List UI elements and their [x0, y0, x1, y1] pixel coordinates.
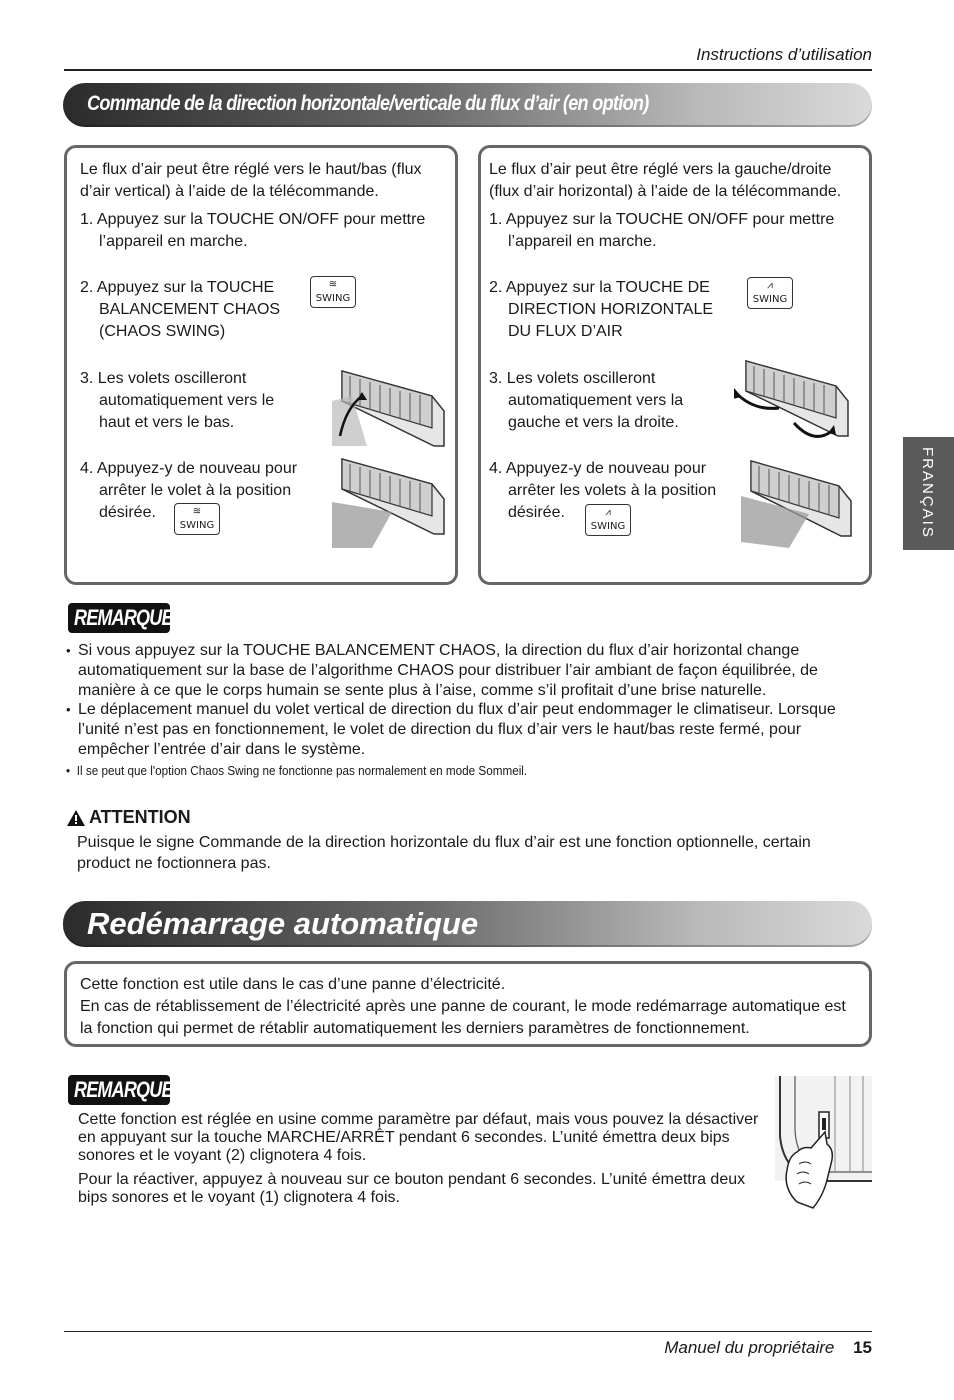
- remarque-bullet-manual-vane: • Le déplacement manuel du volet vertical de direction du flux d’air peut endommager le climatiseur. Lorsque l’unité n’est pas en fonctionnement, le volet de direction du flux d’air vers le haut/bas reste fermé, pour empêcher l’entrée d’air dans le système.: [66, 700, 856, 760]
- auto-restart-line1: Cette fonction est utile dans le cas d’une panne d’électricité.: [80, 976, 506, 993]
- horizontal-step4-line2: arrêter les volets à la position: [508, 482, 717, 499]
- section-title-airflow: Commande de la direction horizontale/verticale du flux d’air (en option): [87, 92, 649, 115]
- swing-arrows-icon: ≋: [192, 506, 202, 517]
- attention-body: Puisque le signe Commande de la direction horizontale du flux d’air est une fonction optionnelle, certain product ne foctionnera pas.: [77, 834, 811, 872]
- horizontal-step2-line3: DU FLUX D’AIR: [508, 323, 623, 340]
- language-tab-label: FRANÇAIS: [919, 447, 936, 539]
- vertical-step1-line1: 1. Appuyez sur la TOUCHE ON/OFF pour mettre: [80, 211, 426, 228]
- horizontal-step3-line3: gauche et vers la droite.: [508, 414, 679, 431]
- vertical-step4-line3: désirée.: [99, 504, 156, 521]
- horizontal-airflow-panel: [478, 145, 872, 585]
- horizontal-step4-line3: désirée.: [508, 504, 565, 521]
- section-banner-airflow: [63, 83, 872, 127]
- remarque2-paragraph2: Pour la réactiver, appuyez à nouveau sur ce bouton pendant 6 secondes. L’unité émettra deux bips sonores et le voyant (1) clignotera 4 fois.: [78, 1171, 746, 1206]
- air-conditioner-horizontal-stop-illustration: [739, 456, 859, 552]
- horizontal-intro-line2: (flux d’air horizontal) à l’aide de la télécommande.: [489, 183, 842, 200]
- remarque2-paragraph1: Cette fonction est réglée en usine comme paramètre par défaut, mais vous pouvez la désactiver en appuyant sur la touche MARCHE/ARRÊT pendant 6 secondes. L’unité émettra deux bips sonores et le voyant (2) clignotera 4 fois.: [78, 1111, 759, 1164]
- auto-restart-line2: En cas de rétablissement de l’électricité après une panne de courant, le mode redémarrage automatique est la fonction qui permet de rétablir automatiquement les derniers paramètres de fonctionnement.: [80, 998, 846, 1037]
- horizontal-step3-line2: automatiquement vers la: [508, 392, 684, 409]
- page-number: 15: [853, 1338, 872, 1357]
- chaos-swing-button: [310, 276, 356, 308]
- hand-pressing-button-illustration: [775, 1076, 872, 1211]
- air-conditioner-vertical-stop-illustration: [332, 454, 452, 550]
- header-divider: [64, 69, 872, 71]
- air-conditioner-horizontal-swing-illustration: [734, 353, 859, 449]
- vertical-step3-line1: 3. Les volets oscilleront: [80, 370, 247, 387]
- chaos-swing-button-stop: [174, 503, 220, 535]
- horizontal-step2-line2: DIRECTION HORIZONTALE: [508, 301, 714, 318]
- swing-fan-icon: ⩘: [767, 280, 773, 291]
- vertical-intro-line1: Le flux d’air peut être réglé vers le haut/bas (flux: [80, 161, 422, 178]
- swing-fan-icon: ⩘: [605, 507, 611, 518]
- attention-title: ATTENTION: [89, 807, 191, 827]
- vertical-step4-line1: 4. Appuyez-y de nouveau pour: [80, 460, 298, 477]
- vertical-airflow-panel: [64, 145, 458, 585]
- section-title-auto-restart: Redémarrage automatique: [87, 906, 479, 941]
- vertical-step4-line2: arrêter le volet à la position: [99, 482, 292, 499]
- remarque-bullet-sleep-mode: • Il se peut que l'option Chaos Swing ne fonctionne pas normalement en mode Sommeil.: [66, 761, 876, 781]
- footer-divider: [64, 1331, 872, 1332]
- vertical-step3-line3: haut et vers le bas.: [99, 414, 235, 431]
- remarque-label: REMARQUE: [74, 1077, 173, 1102]
- remarque-label: REMARQUE: [74, 605, 173, 630]
- vertical-step1-line2: l’appareil en marche.: [99, 233, 248, 250]
- swing-button-label: SWING: [179, 520, 215, 531]
- air-conditioner-vertical-swing-illustration: [332, 356, 452, 448]
- auto-restart-text: [80, 974, 862, 1040]
- warning-icon: [66, 809, 86, 827]
- language-side-tab: [903, 437, 954, 550]
- swing-button-label: SWING: [590, 521, 626, 532]
- vertical-step2-line3: (CHAOS SWING): [99, 323, 226, 340]
- horizontal-step2-line1: 2. Appuyez sur la TOUCHE DE: [489, 279, 710, 296]
- header-title: Instructions d’utilisation: [696, 45, 872, 64]
- remarque-bullet-chaos: • Si vous appuyez sur la TOUCHE BALANCEMENT CHAOS, la direction du flux d’air horizontal change automatiquement sur la base de l’algorithme CHAOS pour distribuer l’air ambiant de façon équilibrée, de manière à ce que le corps humain se sente plus à l’aise, comme s’il profitait d’une brise naturelle.: [66, 641, 856, 701]
- vertical-step3-line2: automatiquement vers le: [99, 392, 275, 409]
- footer-title: Manuel du propriétaire: [664, 1338, 835, 1357]
- horizontal-step1-line2: l’appareil en marche.: [508, 233, 657, 250]
- swing-button-label: SWING: [315, 293, 351, 304]
- footer: [664, 1338, 872, 1358]
- horizontal-swing-button-stop: [585, 504, 631, 536]
- vertical-step2-line2: BALANCEMENT CHAOS: [99, 301, 281, 318]
- horizontal-step1-line1: 1. Appuyez sur la TOUCHE ON/OFF pour mettre: [489, 211, 835, 228]
- remarque-badge: [68, 603, 173, 633]
- attention-heading: [66, 807, 191, 828]
- horizontal-intro-line1: Le flux d’air peut être réglé vers la gauche/droite: [489, 161, 832, 178]
- vertical-step2-line1: 2. Appuyez sur la TOUCHE: [80, 279, 275, 296]
- auto-restart-panel: [64, 961, 872, 1047]
- swing-arrows-icon: ≋: [328, 279, 338, 290]
- horizontal-swing-button: [747, 277, 793, 309]
- vertical-intro-line2: d’air vertical) à l’aide de la télécommande.: [80, 183, 379, 200]
- swing-button-label: SWING: [752, 294, 788, 305]
- horizontal-step4-line1: 4. Appuyez-y de nouveau pour: [489, 460, 707, 477]
- horizontal-step3-line1: 3. Les volets oscilleront: [489, 370, 656, 387]
- section-banner-auto-restart: [63, 901, 872, 947]
- remarque-badge-2: [68, 1075, 173, 1105]
